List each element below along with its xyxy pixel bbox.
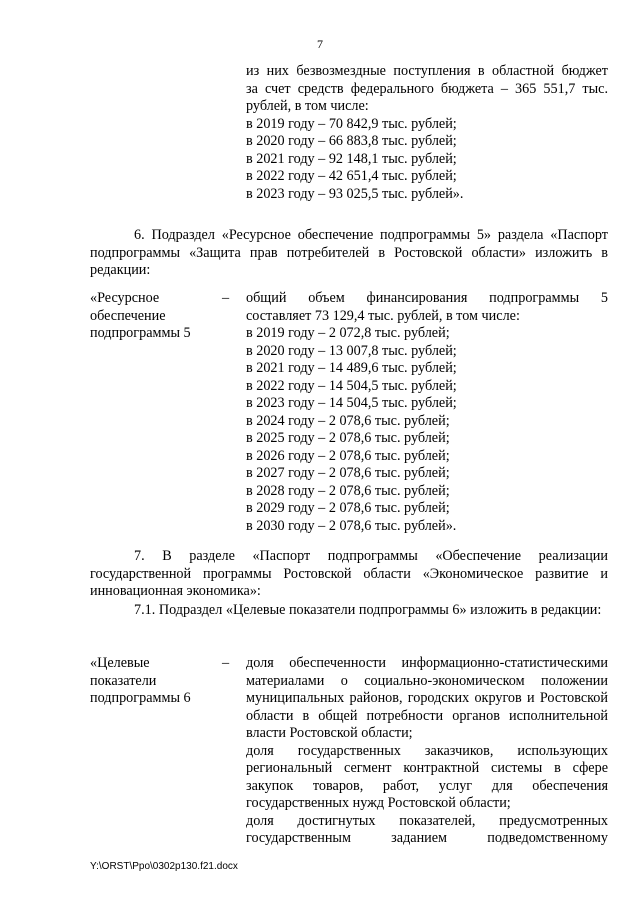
year-line: в 2019 году – 2 072,8 тыс. рублей; [246, 325, 450, 341]
section-7-paragraph: 7. В разделе «Паспорт подпрограммы «Обеспечение реализации государственной программы Ростовской области «Экономическое развитие и инновационная экономика»: [90, 548, 608, 599]
resource-content [246, 290, 608, 535]
target-item: доля государственных заказчиков, использующих региональный сегмент контрактной системы в сфере закупок товаров, работ, услуг для обеспечения государственных нужд Ростовской области; [246, 742, 608, 811]
year-line: в 2029 году – 2 078,6 тыс. рублей; [246, 500, 450, 516]
dash: – [222, 290, 230, 306]
label-line: показатели [90, 672, 157, 689]
targets-label [90, 655, 240, 708]
year-line: в 2019 году – 70 842,9 тыс. рублей; [246, 115, 457, 132]
year-line: в 2027 году – 2 078,6 тыс. рублей; [246, 465, 450, 481]
target-item: доля достигнутых показателей, предусмотренных государственным заданием подведомственному [246, 812, 608, 846]
year-line: в 2026 году – 2 078,6 тыс. рублей; [246, 447, 450, 464]
label-line: «Ресурсное [90, 290, 160, 306]
section-7-1-paragraph: 7.1. Подраздел «Целевые показатели подпрограммы 6» изложить в редакции: [134, 602, 602, 618]
year-line: в 2023 году – 14 504,5 тыс. рублей; [246, 395, 457, 411]
year-line: в 2020 году – 13 007,8 тыс. рублей; [246, 342, 457, 359]
text-line: общий объем финансирования подпрограммы 5 [246, 290, 608, 306]
page-number: 7 [317, 37, 323, 51]
label-line: подпрограммы 5 [90, 325, 191, 341]
budget-continuation [246, 63, 608, 203]
label-line: обеспечение [90, 307, 166, 324]
targets-content [246, 655, 608, 848]
year-line: в 2028 году – 2 078,6 тыс. рублей; [246, 482, 450, 499]
resource-label [90, 290, 240, 343]
file-path-footer: Y:\ORST\Ppo\0302p130.f21.docx [90, 861, 238, 872]
text-line: рублей, в том числе: [246, 98, 369, 114]
text-line: составляет 73 129,4 тыс. рублей, в том числе: [246, 307, 520, 324]
target-item: доля обеспеченности информационно-статистическими материалами о социально-экономическом положении муниципальных районов, городских округов и Ростовской области в общей потребности органов исполнительной власти Ростовской области; [246, 655, 608, 741]
year-line: в 2022 году – 14 504,5 тыс. рублей; [246, 377, 457, 394]
section-6-paragraph: 6. Подраздел «Ресурсное обеспечение подпрограммы 5» раздела «Паспорт подпрограммы «Защита прав потребителей в Ростовской области» изложить в редакции: [90, 227, 608, 278]
dash: – [222, 655, 230, 671]
label-line: подпрограммы 6 [90, 690, 191, 706]
year-line: в 2021 году – 92 148,1 тыс. рублей; [246, 150, 457, 167]
year-line: в 2022 году – 42 651,4 тыс. рублей; [246, 168, 457, 184]
text-line: за счет средств федерального бюджета – 365 551,7 тыс. [246, 80, 608, 97]
year-line: в 2020 году – 66 883,8 тыс. рублей; [246, 133, 457, 149]
year-line: в 2025 году – 2 078,6 тыс. рублей; [246, 430, 450, 446]
year-line: в 2021 году – 14 489,6 тыс. рублей; [246, 360, 457, 376]
label-line: «Целевые [90, 655, 150, 671]
text-line: из них безвозмездные поступления в областной бюджет [246, 63, 608, 79]
year-line: в 2030 году – 2 078,6 тыс. рублей». [246, 517, 457, 534]
year-line: в 2023 году – 93 025,5 тыс. рублей». [246, 185, 464, 202]
year-line: в 2024 году – 2 078,6 тыс. рублей; [246, 412, 450, 429]
